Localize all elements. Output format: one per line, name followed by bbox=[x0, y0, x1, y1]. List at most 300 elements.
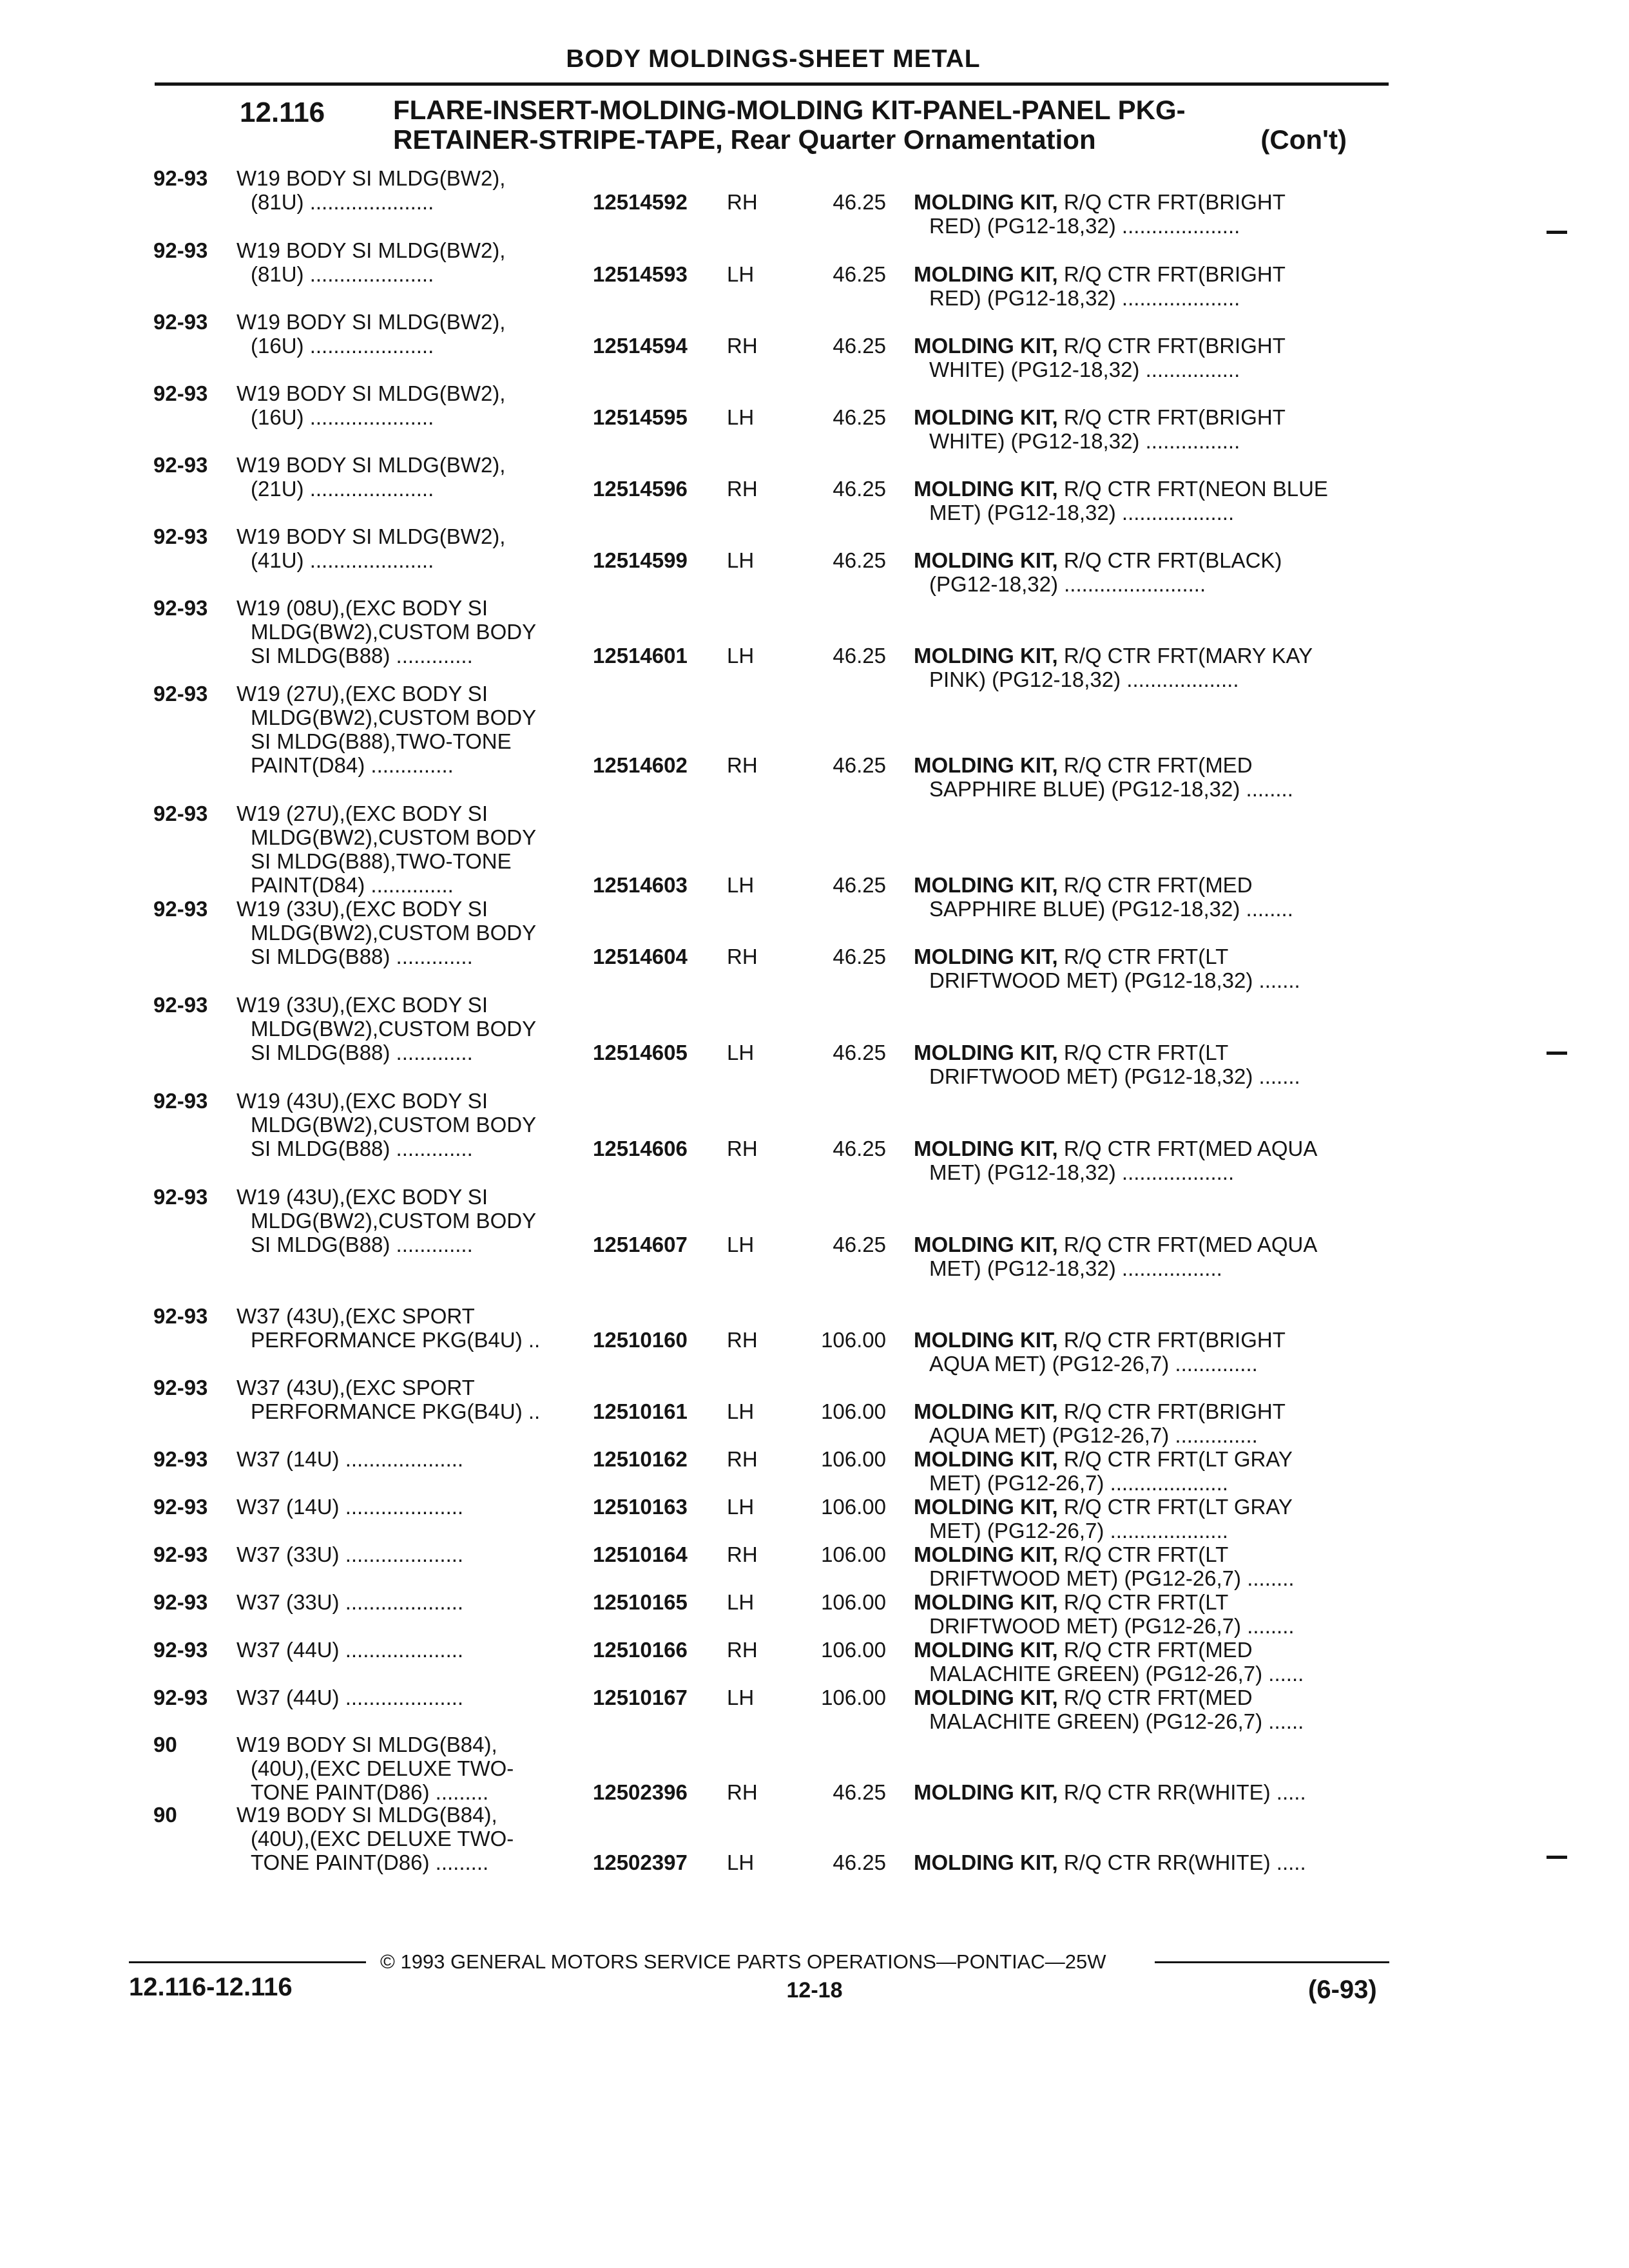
part-number: 12510163 bbox=[593, 1495, 688, 1519]
usage-text: SI MLDG(B88) bbox=[251, 945, 390, 968]
usage-line bbox=[236, 238, 597, 262]
part-number: 12514594 bbox=[593, 334, 688, 358]
usage-description bbox=[236, 166, 597, 214]
list-price: 106.00 bbox=[821, 1638, 886, 1662]
usage-description bbox=[236, 802, 597, 897]
part-desc-text: R/Q CTR RR(WHITE) ..... bbox=[1057, 1780, 1306, 1804]
part-name: MOLDING KIT, bbox=[914, 1686, 1058, 1709]
part-description bbox=[914, 873, 1391, 921]
usage-text: W19 (33U),(EXC BODY SI bbox=[236, 897, 488, 921]
page-number: 12-18 bbox=[786, 1978, 843, 2003]
side-code: LH bbox=[727, 644, 755, 668]
list-price: 106.00 bbox=[821, 1495, 886, 1519]
part-desc-line bbox=[914, 1686, 1391, 1709]
model-years: 92-93 bbox=[153, 1304, 208, 1328]
usage-text: W19 BODY SI MLDG(B84), bbox=[236, 1733, 497, 1756]
usage-description bbox=[236, 596, 597, 668]
list-price: 46.25 bbox=[833, 477, 886, 501]
usage-description bbox=[236, 310, 597, 358]
part-desc-text: R/Q CTR FRT(BRIGHT bbox=[1057, 334, 1286, 358]
usage-line bbox=[236, 1827, 597, 1850]
usage-description bbox=[236, 1447, 597, 1471]
usage-text: W19 BODY SI MLDG(BW2), bbox=[236, 381, 506, 405]
part-name: MOLDING KIT, bbox=[914, 644, 1058, 668]
list-price: 46.25 bbox=[833, 753, 886, 777]
part-name: MOLDING KIT, bbox=[914, 1850, 1058, 1874]
part-desc-text: R/Q CTR FRT(BRIGHT bbox=[1057, 1328, 1286, 1352]
dot-leader: .. bbox=[522, 1399, 541, 1423]
part-desc-line bbox=[914, 1137, 1391, 1160]
part-desc-line bbox=[914, 1638, 1391, 1662]
group-title-line2 bbox=[393, 125, 1347, 155]
side-code: RH bbox=[727, 1780, 758, 1804]
usage-text: PAINT(D84) bbox=[251, 873, 365, 897]
part-number: 12510161 bbox=[593, 1399, 688, 1423]
dot-leader: ............. bbox=[390, 1041, 473, 1064]
part-desc-text: R/Q CTR FRT(BRIGHT bbox=[1057, 405, 1286, 429]
model-years: 92-93 bbox=[153, 1376, 208, 1399]
part-desc-text: R/Q CTR FRT(LT GRAY bbox=[1057, 1447, 1293, 1471]
part-desc-line bbox=[914, 477, 1391, 501]
part-desc-text: R/Q CTR FRT(MED bbox=[1057, 1686, 1253, 1709]
side-code: LH bbox=[727, 548, 755, 572]
usage-line bbox=[236, 753, 597, 777]
list-price: 46.25 bbox=[833, 548, 886, 572]
usage-description bbox=[236, 524, 597, 572]
usage-line bbox=[236, 166, 597, 190]
usage-line bbox=[236, 897, 597, 921]
list-price: 46.25 bbox=[833, 644, 886, 668]
side-code: RH bbox=[727, 1638, 758, 1662]
usage-text: PERFORMANCE PKG(B4U) bbox=[251, 1328, 523, 1352]
usage-description bbox=[236, 897, 597, 968]
group-title-line2-bold: RETAINER-STRIPE-TAPE, bbox=[393, 124, 723, 155]
part-description bbox=[914, 1638, 1391, 1686]
part-desc-line: MET) (PG12-18,32) ................. bbox=[929, 1256, 1222, 1280]
part-name: MOLDING KIT, bbox=[914, 1399, 1058, 1423]
usage-line bbox=[236, 921, 597, 945]
margin-tick bbox=[1547, 1856, 1567, 1859]
part-number: 12514607 bbox=[593, 1233, 688, 1256]
usage-description bbox=[236, 993, 597, 1064]
usage-text: MLDG(BW2),CUSTOM BODY bbox=[251, 706, 537, 729]
part-description bbox=[914, 1399, 1391, 1447]
part-desc-line bbox=[914, 190, 1391, 214]
usage-text: MLDG(BW2),CUSTOM BODY bbox=[251, 921, 537, 945]
usage-text: SI MLDG(B88) bbox=[251, 1041, 390, 1064]
dot-leader: ............. bbox=[390, 1233, 473, 1256]
part-name: MOLDING KIT, bbox=[914, 262, 1058, 286]
part-description bbox=[914, 477, 1391, 524]
part-desc-line bbox=[914, 1041, 1391, 1064]
dot-leader: .. bbox=[522, 1328, 541, 1352]
part-description bbox=[914, 945, 1391, 992]
part-desc-line: DRIFTWOOD MET) (PG12-26,7) ........ bbox=[929, 1566, 1295, 1590]
dot-leader: ............. bbox=[390, 1137, 473, 1160]
usage-line bbox=[236, 548, 597, 572]
part-desc-line: MALACHITE GREEN) (PG12-26,7) ...... bbox=[929, 1662, 1304, 1686]
model-years: 92-93 bbox=[153, 802, 208, 825]
usage-description bbox=[236, 682, 597, 777]
side-code: RH bbox=[727, 1328, 758, 1352]
side-code: LH bbox=[727, 405, 755, 429]
usage-line bbox=[236, 405, 597, 429]
usage-text: (81U) bbox=[251, 262, 304, 286]
side-code: LH bbox=[727, 1590, 755, 1614]
usage-line bbox=[236, 1686, 597, 1709]
model-years: 92-93 bbox=[153, 1686, 208, 1709]
part-desc-text: R/Q CTR FRT(MED AQUA bbox=[1057, 1233, 1318, 1256]
part-desc-line bbox=[914, 334, 1391, 358]
dot-leader: .................... bbox=[339, 1590, 464, 1614]
part-desc-line bbox=[914, 1780, 1391, 1804]
usage-text: MLDG(BW2),CUSTOM BODY bbox=[251, 825, 537, 849]
usage-text: (81U) bbox=[251, 190, 304, 214]
dot-leader: .................... bbox=[339, 1495, 464, 1519]
part-description bbox=[914, 1495, 1391, 1542]
usage-description bbox=[236, 1495, 597, 1519]
usage-line bbox=[236, 993, 597, 1017]
usage-line bbox=[236, 381, 597, 405]
usage-text: W19 (33U),(EXC BODY SI bbox=[236, 993, 488, 1017]
part-name: MOLDING KIT, bbox=[914, 477, 1058, 501]
part-name: MOLDING KIT, bbox=[914, 1495, 1058, 1519]
group-title bbox=[393, 95, 1347, 155]
model-years: 92-93 bbox=[153, 524, 208, 548]
usage-line bbox=[236, 596, 597, 620]
part-description bbox=[914, 1590, 1391, 1638]
usage-line bbox=[236, 1733, 597, 1756]
usage-line bbox=[236, 620, 597, 644]
usage-text: W37 (33U) bbox=[236, 1542, 340, 1566]
model-years: 90 bbox=[153, 1733, 177, 1756]
list-price: 106.00 bbox=[821, 1447, 886, 1471]
part-desc-line: DRIFTWOOD MET) (PG12-18,32) ....... bbox=[929, 1064, 1300, 1088]
usage-text: MLDG(BW2),CUSTOM BODY bbox=[251, 620, 537, 644]
model-years: 92-93 bbox=[153, 993, 208, 1017]
usage-line bbox=[236, 1185, 597, 1209]
dot-leader: ..................... bbox=[304, 190, 434, 214]
usage-text: W19 BODY SI MLDG(B84), bbox=[236, 1803, 497, 1827]
part-number: 12514599 bbox=[593, 548, 688, 572]
usage-description bbox=[236, 453, 597, 501]
part-desc-text: R/Q CTR FRT(MED AQUA bbox=[1057, 1137, 1318, 1160]
part-desc-line bbox=[914, 1233, 1391, 1256]
usage-description bbox=[236, 1542, 597, 1566]
part-number: 12514595 bbox=[593, 405, 688, 429]
part-description bbox=[914, 190, 1391, 238]
part-desc-line: WHITE) (PG12-18,32) ................ bbox=[929, 429, 1240, 453]
usage-text: W19 (27U),(EXC BODY SI bbox=[236, 682, 488, 706]
usage-line bbox=[236, 1756, 597, 1780]
part-desc-line: AQUA MET) (PG12-26,7) .............. bbox=[929, 1423, 1258, 1447]
usage-line bbox=[236, 477, 597, 501]
list-price: 46.25 bbox=[833, 262, 886, 286]
part-desc-text: R/Q CTR FRT(MED bbox=[1057, 873, 1253, 897]
usage-text: (16U) bbox=[251, 405, 304, 429]
usage-text: TONE PAINT(D86) bbox=[251, 1780, 430, 1804]
usage-text: (16U) bbox=[251, 334, 304, 358]
part-desc-line: MET) (PG12-26,7) .................... bbox=[929, 1471, 1228, 1495]
group-number: 12.116 bbox=[240, 97, 325, 128]
side-code: RH bbox=[727, 477, 758, 501]
usage-description bbox=[236, 1304, 597, 1352]
copyright-line: © 1993 GENERAL MOTORS SERVICE PARTS OPERATIONS—PONTIAC—25W bbox=[380, 1950, 1106, 1973]
usage-text: W37 (14U) bbox=[236, 1495, 340, 1519]
model-years: 92-93 bbox=[153, 897, 208, 921]
part-number: 12510162 bbox=[593, 1447, 688, 1471]
part-desc-line: PINK) (PG12-18,32) ................... bbox=[929, 668, 1239, 691]
side-code: LH bbox=[727, 1399, 755, 1423]
part-description bbox=[914, 1686, 1391, 1733]
usage-line bbox=[236, 1638, 597, 1662]
dot-leader: .............. bbox=[365, 873, 454, 897]
usage-text: SI MLDG(B88) bbox=[251, 1137, 390, 1160]
part-name: MOLDING KIT, bbox=[914, 945, 1058, 968]
part-desc-line: DRIFTWOOD MET) (PG12-26,7) ........ bbox=[929, 1614, 1295, 1638]
usage-text: W37 (33U) bbox=[236, 1590, 340, 1614]
part-description bbox=[914, 334, 1391, 381]
part-name: MOLDING KIT, bbox=[914, 548, 1058, 572]
usage-line bbox=[236, 1233, 597, 1256]
usage-text: (21U) bbox=[251, 477, 304, 501]
list-price: 106.00 bbox=[821, 1399, 886, 1423]
usage-text: W19 (43U),(EXC BODY SI bbox=[236, 1089, 488, 1113]
margin-tick bbox=[1547, 231, 1567, 234]
part-number: 12514593 bbox=[593, 262, 688, 286]
usage-line bbox=[236, 1803, 597, 1827]
part-number: 12510166 bbox=[593, 1638, 688, 1662]
usage-description bbox=[236, 1590, 597, 1614]
side-code: LH bbox=[727, 1495, 755, 1519]
usage-line bbox=[236, 945, 597, 968]
part-desc-line: SAPPHIRE BLUE) (PG12-18,32) ........ bbox=[929, 897, 1293, 921]
part-number: 12514601 bbox=[593, 644, 688, 668]
dot-leader: ............. bbox=[390, 945, 473, 968]
usage-line bbox=[236, 825, 597, 849]
usage-line bbox=[236, 1113, 597, 1137]
part-desc-text: R/Q CTR FRT(LT bbox=[1057, 945, 1229, 968]
model-years: 92-93 bbox=[153, 166, 208, 190]
usage-line bbox=[236, 1209, 597, 1233]
part-name: MOLDING KIT, bbox=[914, 1638, 1058, 1662]
part-number: 12514603 bbox=[593, 873, 688, 897]
part-desc-line: RED) (PG12-18,32) .................... bbox=[929, 214, 1240, 238]
part-number: 12514596 bbox=[593, 477, 688, 501]
side-code: RH bbox=[727, 945, 758, 968]
usage-line bbox=[236, 706, 597, 729]
part-description bbox=[914, 1780, 1391, 1804]
usage-line bbox=[236, 310, 597, 334]
part-desc-line bbox=[914, 753, 1391, 777]
side-code: LH bbox=[727, 1233, 755, 1256]
part-desc-line: MET) (PG12-26,7) .................... bbox=[929, 1519, 1228, 1542]
usage-line bbox=[236, 1304, 597, 1328]
usage-line bbox=[236, 453, 597, 477]
usage-line bbox=[236, 1399, 597, 1423]
part-name: MOLDING KIT, bbox=[914, 405, 1058, 429]
group-title-line2-rest: Rear Quarter Ornamentation bbox=[722, 124, 1096, 155]
usage-line bbox=[236, 1447, 597, 1471]
usage-description bbox=[236, 1686, 597, 1709]
list-price: 46.25 bbox=[833, 1850, 886, 1874]
model-years: 92-93 bbox=[153, 453, 208, 477]
part-name: MOLDING KIT, bbox=[914, 1137, 1058, 1160]
part-desc-line: AQUA MET) (PG12-26,7) .............. bbox=[929, 1352, 1258, 1376]
dot-leader: .................... bbox=[339, 1638, 464, 1662]
side-code: RH bbox=[727, 1542, 758, 1566]
footer-range: 12.116-12.116 bbox=[129, 1973, 293, 2001]
part-name: MOLDING KIT, bbox=[914, 1328, 1058, 1352]
side-code: LH bbox=[727, 873, 755, 897]
part-number: 12510160 bbox=[593, 1328, 688, 1352]
part-desc-text: R/Q CTR FRT(BLACK) bbox=[1057, 548, 1282, 572]
model-years: 92-93 bbox=[153, 596, 208, 620]
part-description bbox=[914, 1137, 1391, 1184]
side-code: LH bbox=[727, 1041, 755, 1064]
usage-text: W19 BODY SI MLDG(BW2), bbox=[236, 453, 506, 477]
dot-leader: ..................... bbox=[304, 477, 434, 501]
side-code: RH bbox=[727, 334, 758, 358]
model-years: 90 bbox=[153, 1803, 177, 1827]
usage-line bbox=[236, 334, 597, 358]
part-description bbox=[914, 405, 1391, 453]
part-description bbox=[914, 1041, 1391, 1088]
model-years: 92-93 bbox=[153, 1447, 208, 1471]
part-desc-text: R/Q CTR RR(WHITE) ..... bbox=[1057, 1850, 1306, 1874]
usage-text: SI MLDG(B88),TWO-TONE bbox=[251, 729, 512, 753]
part-number: 12510165 bbox=[593, 1590, 688, 1614]
part-desc-line bbox=[914, 548, 1391, 572]
usage-line bbox=[236, 1089, 597, 1113]
usage-line bbox=[236, 1495, 597, 1519]
part-desc-line bbox=[914, 1850, 1391, 1874]
part-desc-line: MET) (PG12-18,32) ................... bbox=[929, 1160, 1235, 1184]
top-rule bbox=[155, 82, 1389, 86]
usage-text: SI MLDG(B88) bbox=[251, 1233, 390, 1256]
usage-line bbox=[236, 729, 597, 753]
section-title: BODY MOLDINGS-SHEET METAL bbox=[566, 45, 981, 73]
model-years: 92-93 bbox=[153, 1185, 208, 1209]
side-code: RH bbox=[727, 1137, 758, 1160]
part-desc-text: R/Q CTR FRT(LT bbox=[1057, 1590, 1229, 1614]
list-price: 46.25 bbox=[833, 873, 886, 897]
part-desc-line: SAPPHIRE BLUE) (PG12-18,32) ........ bbox=[929, 777, 1293, 801]
dot-leader: ......... bbox=[429, 1780, 489, 1804]
model-years: 92-93 bbox=[153, 1542, 208, 1566]
dot-leader: .............. bbox=[365, 753, 454, 777]
usage-line bbox=[236, 849, 597, 873]
part-desc-text: R/Q CTR FRT(MED bbox=[1057, 1638, 1253, 1662]
usage-text: MLDG(BW2),CUSTOM BODY bbox=[251, 1209, 537, 1233]
usage-text: SI MLDG(B88),TWO-TONE bbox=[251, 849, 512, 873]
usage-text: SI MLDG(B88) bbox=[251, 644, 390, 668]
part-name: MOLDING KIT, bbox=[914, 1590, 1058, 1614]
part-desc-line: MALACHITE GREEN) (PG12-26,7) ...... bbox=[929, 1709, 1304, 1733]
part-name: MOLDING KIT, bbox=[914, 334, 1058, 358]
usage-text: W19 (43U),(EXC BODY SI bbox=[236, 1185, 488, 1209]
usage-text: W19 BODY SI MLDG(BW2), bbox=[236, 238, 506, 262]
usage-description bbox=[236, 381, 597, 429]
continued-label: (Con't) bbox=[1260, 124, 1347, 155]
usage-description bbox=[236, 1733, 597, 1804]
list-price: 46.25 bbox=[833, 334, 886, 358]
usage-line bbox=[236, 1041, 597, 1064]
dot-leader: .................... bbox=[339, 1542, 464, 1566]
dot-leader: ............. bbox=[390, 644, 473, 668]
usage-text: MLDG(BW2),CUSTOM BODY bbox=[251, 1113, 537, 1137]
usage-text: W19 BODY SI MLDG(BW2), bbox=[236, 310, 506, 334]
part-number: 12502397 bbox=[593, 1850, 688, 1874]
side-code: RH bbox=[727, 190, 758, 214]
part-desc-text: R/Q CTR FRT(MARY KAY bbox=[1057, 644, 1313, 668]
part-number: 12510164 bbox=[593, 1542, 688, 1566]
part-number: 12510167 bbox=[593, 1686, 688, 1709]
usage-line bbox=[236, 644, 597, 668]
part-name: MOLDING KIT, bbox=[914, 1041, 1058, 1064]
part-desc-line bbox=[914, 1495, 1391, 1519]
model-years: 92-93 bbox=[153, 1638, 208, 1662]
side-code: RH bbox=[727, 753, 758, 777]
part-desc-line bbox=[914, 1399, 1391, 1423]
model-years: 92-93 bbox=[153, 381, 208, 405]
model-years: 92-93 bbox=[153, 1495, 208, 1519]
dot-leader: ..................... bbox=[304, 262, 434, 286]
date-code: (6-93) bbox=[1308, 1975, 1377, 2004]
usage-line bbox=[236, 1590, 597, 1614]
list-price: 106.00 bbox=[821, 1686, 886, 1709]
part-desc-line: (PG12-18,32) ........................ bbox=[929, 572, 1206, 596]
part-number: 12514602 bbox=[593, 753, 688, 777]
side-code: LH bbox=[727, 262, 755, 286]
usage-text: W37 (14U) bbox=[236, 1447, 340, 1471]
part-description bbox=[914, 1328, 1391, 1376]
list-price: 46.25 bbox=[833, 190, 886, 214]
part-desc-line: RED) (PG12-18,32) .................... bbox=[929, 286, 1240, 310]
part-desc-text: R/Q CTR FRT(BRIGHT bbox=[1057, 190, 1286, 214]
part-number: 12514604 bbox=[593, 945, 688, 968]
dot-leader: ..................... bbox=[304, 405, 434, 429]
dot-leader: ..................... bbox=[304, 548, 434, 572]
part-description bbox=[914, 1447, 1391, 1495]
part-desc-line: DRIFTWOOD MET) (PG12-18,32) ....... bbox=[929, 968, 1300, 992]
part-desc-text: R/Q CTR FRT(LT bbox=[1057, 1542, 1229, 1566]
model-years: 92-93 bbox=[153, 238, 208, 262]
usage-text: (40U),(EXC DELUXE TWO- bbox=[251, 1827, 514, 1850]
usage-text: W19 BODY SI MLDG(BW2), bbox=[236, 166, 506, 190]
part-desc-line: MET) (PG12-18,32) ................... bbox=[929, 501, 1235, 524]
usage-description bbox=[236, 238, 597, 286]
list-price: 46.25 bbox=[833, 1233, 886, 1256]
usage-text: W19 (08U),(EXC BODY SI bbox=[236, 596, 488, 620]
usage-text: W37 (43U),(EXC SPORT bbox=[236, 1376, 475, 1399]
part-number: 12514592 bbox=[593, 190, 688, 214]
usage-line bbox=[236, 802, 597, 825]
part-name: MOLDING KIT, bbox=[914, 190, 1058, 214]
dot-leader: ......... bbox=[429, 1850, 489, 1874]
part-description bbox=[914, 548, 1391, 596]
usage-text: (40U),(EXC DELUXE TWO- bbox=[251, 1756, 514, 1780]
part-number: 12514606 bbox=[593, 1137, 688, 1160]
usage-description bbox=[236, 1638, 597, 1662]
usage-line bbox=[236, 1542, 597, 1566]
model-years: 92-93 bbox=[153, 1590, 208, 1614]
part-desc-line bbox=[914, 1590, 1391, 1614]
side-code: LH bbox=[727, 1850, 755, 1874]
margin-tick bbox=[1547, 1052, 1567, 1055]
part-number: 12514605 bbox=[593, 1041, 688, 1064]
part-desc-line bbox=[914, 644, 1391, 668]
